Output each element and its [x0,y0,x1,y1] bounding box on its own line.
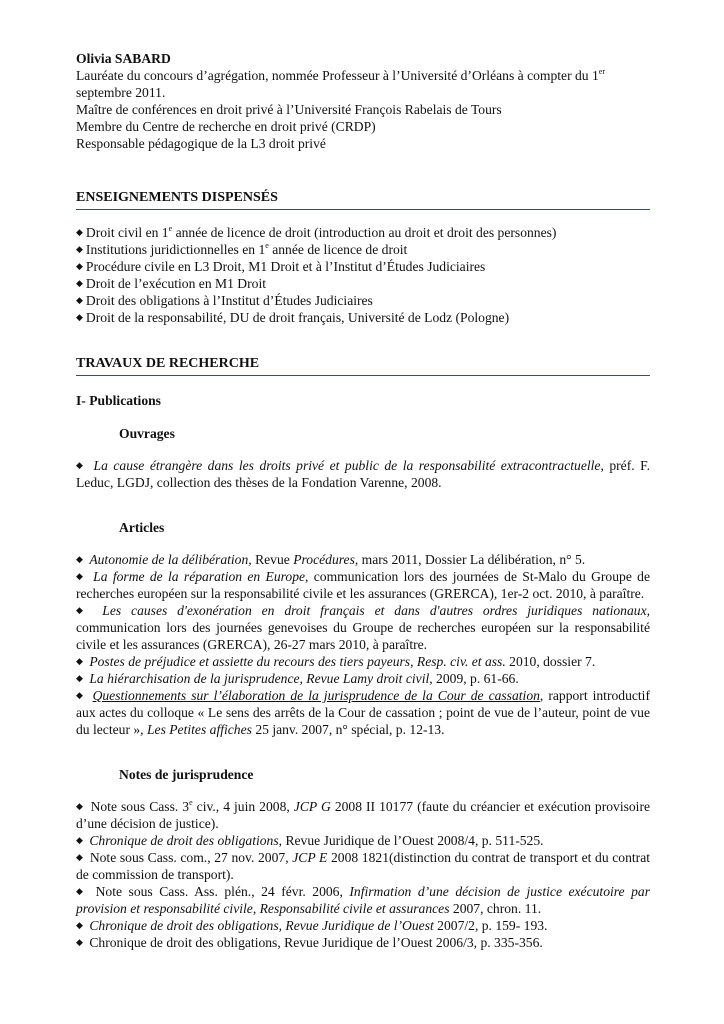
list-item: ◆ La cause étrangère dans les droits privé et public de la responsabilité extracontractuelle, préf. F. Leduc, LGDJ, collection des thèses de la Fondation Varenne, 2008. [76,458,650,490]
diamond-bullet-icon: ◆ [76,227,83,237]
diamond-bullet-icon: ◆ [76,571,85,581]
header-block [76,50,650,152]
diamond-bullet-icon: ◆ [76,278,83,288]
diamond-bullet-icon: ◆ [76,673,83,683]
diamond-bullet-icon: ◆ [76,460,86,470]
section-title-travaux: TRAVAUX DE RECHERCHE [76,355,650,376]
list-item: ◆ Note sous Cass. 3e civ., 4 juin 2008, JCP G 2008 II 10177 (faute du créancier et exécution provisoire d’une décision de justice). [76,798,651,831]
diamond-bullet-icon: ◆ [76,605,90,615]
diamond-bullet-icon: ◆ [76,244,83,254]
list-item: ◆ Note sous Cass. com., 27 nov. 2007, JCP E 2008 1821(distinction du contrat de transport et du contrat de commission de transport). [76,850,650,882]
header-line-5: Responsable pédagogique de la L3 droit privé [76,136,326,151]
diamond-bullet-icon: ◆ [76,886,87,896]
list-item: ◆ Procédure civile en L3 Droit, M1 Droit et à l’Institut d’Études Judiciaires [76,259,486,274]
list-item: ◆ Institutions juridictionnelles en 1e année de licence de droit [76,241,408,257]
notes-title: Notes de jurisprudence [119,767,254,782]
articles-list [76,551,650,738]
diamond-bullet-icon: ◆ [76,835,83,845]
diamond-bullet-icon: ◆ [76,801,84,811]
diamond-bullet-icon: ◆ [76,312,83,322]
header-line-4: Membre du Centre de recherche en droit privé (CRDP) [76,119,376,134]
articles-title: Articles [119,520,165,535]
list-item: ◆ La forme de la réparation en Europe, communication lors des journées de St-Malo du Groupe de recherches européen sur la responsabilité civile et les assurances (GRERCA), 1er-2 oct. 2010, à paraître. [76,569,650,601]
diamond-bullet-icon: ◆ [76,656,83,666]
list-item: ◆ Autonomie de la délibération, Revue Procédures, mars 2011, Dossier La délibération, n° 5. [76,552,586,567]
list-item: ◆ Chronique de droit des obligations, Revue Juridique de l’Ouest 2006/3, p. 335-356. [76,935,543,950]
list-item: ◆ Chronique de droit des obligations, Revue Juridique de l’Ouest 2007/2, p. 159- 193. [76,918,548,933]
ouvrages-title: Ouvrages [119,426,175,441]
notes-list [76,798,650,951]
list-item: ◆ Droit des obligations à l’Institut d’Études Judiciaires [76,293,373,308]
diamond-bullet-icon: ◆ [76,690,85,700]
list-item: ◆ Les causes d'exonération en droit français et dans d'autres ordres juridiques nationaux, communication lors des journées genevoises du Groupe de recherches européen sur la responsabilité civile et les assurances (GRERCA), 26-27 mars 2010, à paraître. [76,603,651,652]
header-line-2: septembre 2011. [76,85,166,100]
cv-page [76,50,650,951]
list-item: ◆ Chronique de droit des obligations, Revue Juridique de l’Ouest 2008/4, p. 511-525. [76,833,544,848]
list-item: ◆ Droit civil en 1e année de licence de droit (introduction au droit et droit des personnes) [76,224,557,240]
list-item: ◆ Droit de l’exécution en M1 Droit [76,276,266,291]
diamond-bullet-icon: ◆ [76,852,84,862]
diamond-bullet-icon: ◆ [76,295,83,305]
diamond-bullet-icon: ◆ [76,920,83,930]
list-item: ◆ La hiérarchisation de la jurisprudence, Revue Lamy droit civil, 2009, p. 61-66. [76,671,519,686]
list-item: ◆ Droit de la responsabilité, DU de droit français, Université de Lodz (Pologne) [76,310,510,325]
list-item: ◆ Note sous Cass. Ass. plén., 24 févr. 2006, Infirmation d’une décision de justice exécutoire par provision et responsabilité civile, Responsabilité civile et assurances 2007, chron. 11. [76,884,650,916]
ouvrages-list [76,457,650,491]
author-name: Olivia SABARD [76,51,171,66]
list-item: ◆ Questionnements sur l’élaboration de la jurisprudence de la Cour de cassation, rapport introductif aux actes du colloque « Le sens des arrêts de la Cour de cassation ; point de vue de l’auteur, point de vue du lecteur », Les Petites affiches 25 janv. 2007, n° spécial, p. 12-13. [76,688,650,737]
diamond-bullet-icon: ◆ [76,937,83,947]
section-title-enseignements: ENSEIGNEMENTS DISPENSÉS [76,189,650,210]
diamond-bullet-icon: ◆ [76,261,83,271]
teaching-list [76,224,650,326]
diamond-bullet-icon: ◆ [76,554,83,564]
header-line-3: Maître de conférences en droit privé à l’Université François Rabelais de Tours [76,102,502,117]
publications-title: I- Publications [76,393,161,408]
header-line-1: Lauréate du concours d’agrégation, nommée Professeur à l’Université d’Orléans à compter du 1er [76,67,606,83]
list-item: ◆ Postes de préjudice et assiette du recours des tiers payeurs, Resp. civ. et ass. 2010, dossier 7. [76,654,596,669]
